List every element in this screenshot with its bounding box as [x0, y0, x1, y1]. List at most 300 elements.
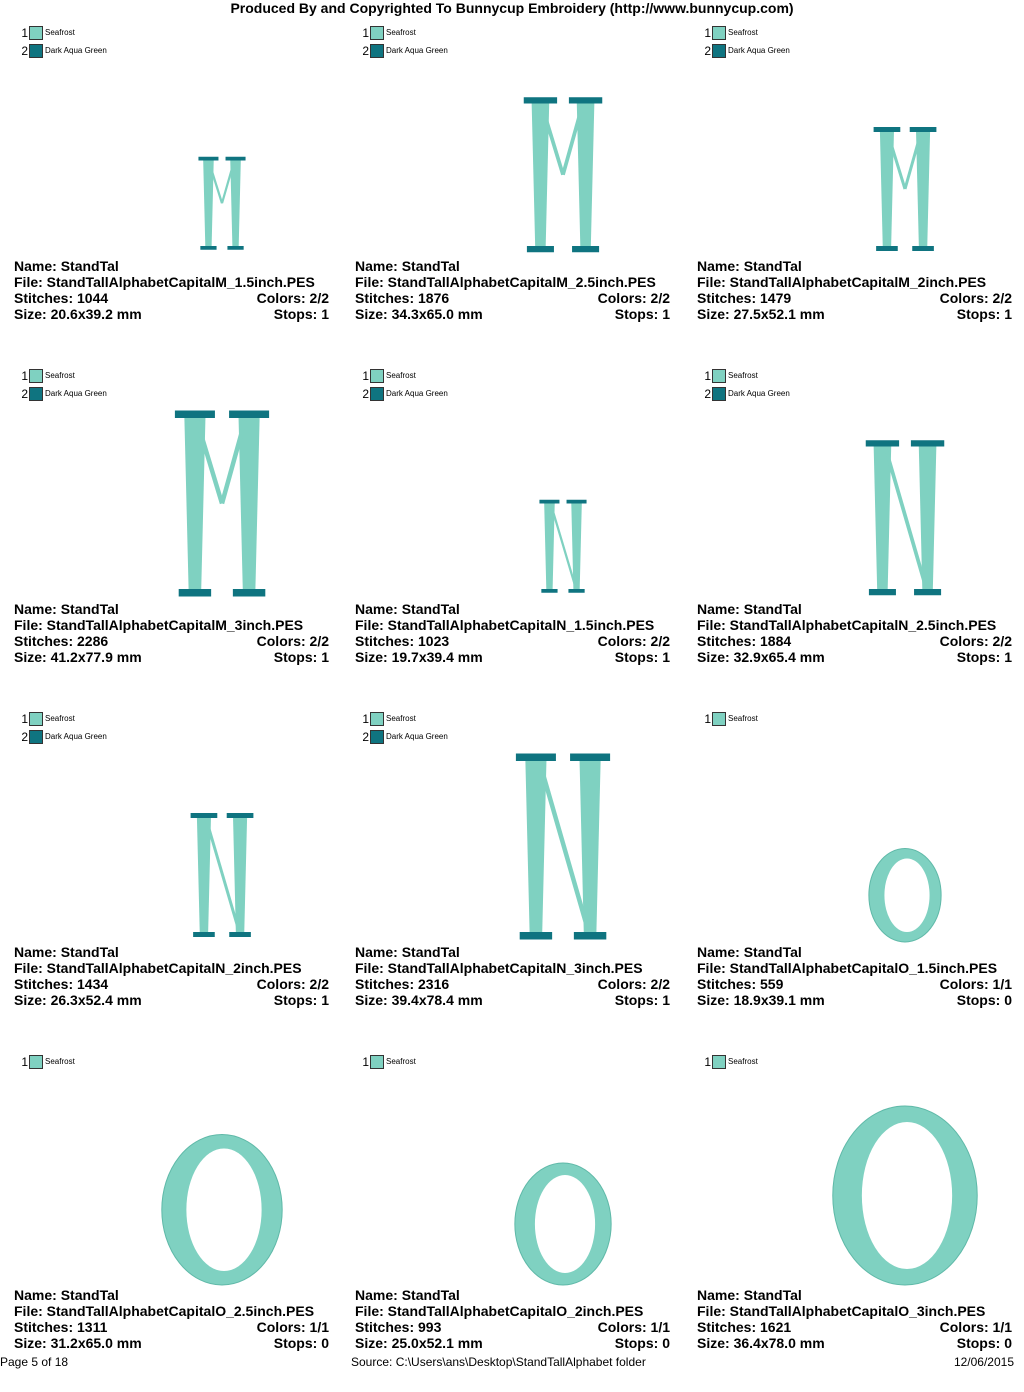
- stitch-count: [697, 976, 783, 992]
- stitch-count-label: Stitches:: [697, 633, 757, 649]
- design-file: [14, 274, 315, 290]
- info-line: [14, 960, 329, 976]
- design-card: [341, 706, 682, 1049]
- color-count: [940, 976, 1012, 992]
- design-file: [355, 960, 643, 976]
- stop-count: [957, 1335, 1012, 1351]
- design-preview: [0, 1049, 341, 1289]
- stop-count-value: 0: [321, 1335, 329, 1351]
- info-line: [14, 992, 329, 1008]
- info-line: [355, 1335, 670, 1351]
- stop-count-value: 1: [1004, 306, 1012, 322]
- stitch-count: [14, 633, 108, 649]
- stitch-count-label: Stitches:: [697, 1319, 757, 1335]
- design-preview: [341, 1049, 682, 1289]
- info-line: [14, 601, 329, 617]
- stop-count: [615, 306, 670, 322]
- stop-count: [957, 306, 1012, 322]
- color-count-label: Colors:: [256, 1319, 306, 1335]
- design-preview: [683, 1049, 1024, 1289]
- design-name-value: StandTal: [743, 258, 802, 274]
- design-name-label: Name:: [355, 944, 398, 960]
- color-count: [598, 1319, 670, 1335]
- design-size-value: 19.7x39.4 mm: [391, 649, 483, 665]
- stitch-count: [697, 1319, 791, 1335]
- stitch-count-label: Stitches:: [355, 976, 415, 992]
- design-name: [355, 601, 460, 617]
- thread-color-swatch: [712, 369, 726, 383]
- stop-count: [274, 1335, 329, 1351]
- info-line: [14, 274, 329, 290]
- color-count-label: Colors:: [256, 290, 306, 306]
- thread-number: 1: [21, 26, 28, 40]
- page-header: Produced By and Copyrighted To Bunnycup Embroidery (http://www.bunnycup.com): [230, 0, 794, 16]
- info-line: [355, 992, 670, 1008]
- thread-number: 2: [21, 730, 28, 744]
- thread-number: 1: [362, 26, 369, 40]
- thread-name: Seafrost: [386, 1057, 416, 1066]
- design-size-label: Size:: [355, 306, 388, 322]
- thread-color-swatch: [370, 44, 384, 58]
- thread-color-swatch: [370, 730, 384, 744]
- info-line: [14, 306, 329, 322]
- thread-name: Seafrost: [386, 714, 416, 723]
- thread-name: Seafrost: [728, 371, 758, 380]
- design-name-value: StandTal: [743, 1287, 802, 1303]
- stitch-count-value: 2316: [418, 976, 450, 992]
- stop-count: [274, 649, 329, 665]
- stitch-count-value: 559: [760, 976, 784, 992]
- stop-count-label: Stops:: [956, 649, 1001, 665]
- design-name-label: Name:: [14, 601, 57, 617]
- color-count-value: 2/2: [992, 290, 1012, 306]
- color-count-label: Colors:: [597, 1319, 647, 1335]
- stop-count-label: Stops:: [956, 306, 1001, 322]
- color-count: [940, 633, 1012, 649]
- color-count: [257, 1319, 329, 1335]
- design-info: [697, 1287, 1012, 1351]
- design-file: [14, 617, 303, 633]
- design-file: [355, 274, 656, 290]
- design-info: [355, 258, 670, 322]
- design-card: [0, 363, 341, 706]
- design-size: [14, 1335, 142, 1351]
- design-file-value: StandTallAlphabetCapitalO_2inch.PES: [387, 1303, 644, 1319]
- design-name: [14, 258, 119, 274]
- design-file-value: StandTallAlphabetCapitalM_3inch.PES: [46, 617, 304, 633]
- design-size-value: 32.9x65.4 mm: [733, 649, 825, 665]
- design-file-value: StandTallAlphabetCapitalM_1.5inch.PES: [46, 274, 315, 290]
- design-file-label: File:: [697, 960, 726, 976]
- design-size: [14, 992, 142, 1008]
- thread-color-swatch: [370, 26, 384, 40]
- stitch-count-value: 993: [418, 1319, 442, 1335]
- thread-color-swatch: [712, 712, 726, 726]
- info-line: [14, 617, 329, 633]
- design-file-label: File:: [697, 274, 726, 290]
- info-line: [14, 1287, 329, 1303]
- thread-name: Seafrost: [386, 28, 416, 37]
- info-line: [697, 290, 1012, 306]
- stitch-count-label: Stitches:: [697, 290, 757, 306]
- stop-count-value: 1: [662, 649, 670, 665]
- design-name-label: Name:: [14, 1287, 57, 1303]
- thread-name: Dark Aqua Green: [386, 732, 448, 741]
- design-info: [697, 601, 1012, 665]
- info-line: [697, 601, 1012, 617]
- design-info: [355, 601, 670, 665]
- design-file: [697, 617, 996, 633]
- thread-number: 1: [21, 1055, 28, 1069]
- info-line: [355, 976, 670, 992]
- design-name-label: Name:: [697, 258, 740, 274]
- design-file-value: StandTallAlphabetCapitalO_3inch.PES: [729, 1303, 986, 1319]
- stitch-count-value: 1434: [77, 976, 109, 992]
- info-line: [697, 649, 1012, 665]
- stitch-count-value: 1884: [760, 633, 792, 649]
- design-file: [697, 960, 997, 976]
- thread-name: Dark Aqua Green: [45, 389, 107, 398]
- stitch-count-label: Stitches:: [14, 1319, 74, 1335]
- stop-count-label: Stops:: [614, 306, 659, 322]
- color-count-label: Colors:: [597, 633, 647, 649]
- design-info: [355, 944, 670, 1008]
- stitch-count-label: Stitches:: [355, 633, 415, 649]
- design-name: [14, 944, 119, 960]
- letter-o-glyph: [869, 849, 941, 943]
- stop-count: [615, 1335, 670, 1351]
- design-card: [683, 706, 1024, 1049]
- thread-number: 2: [704, 44, 711, 58]
- stitch-count-label: Stitches:: [14, 976, 74, 992]
- thread-number: 2: [704, 387, 711, 401]
- info-line: [355, 274, 670, 290]
- stitch-count-value: 1311: [77, 1319, 108, 1335]
- stop-count-label: Stops:: [956, 1335, 1001, 1351]
- design-card: [0, 706, 341, 1049]
- info-line: [355, 960, 670, 976]
- design-name-label: Name:: [697, 601, 740, 617]
- print-date: 12/06/2015: [953, 1355, 1014, 1369]
- design-size: [697, 649, 825, 665]
- design-size-value: 34.3x65.0 mm: [391, 306, 483, 322]
- info-line: [14, 1303, 329, 1319]
- design-file: [355, 1303, 643, 1319]
- letter-m-glyph: [175, 411, 269, 597]
- thread-number: 2: [362, 730, 369, 744]
- color-count-label: Colors:: [939, 633, 989, 649]
- thread-color-swatch: [29, 712, 43, 726]
- stitch-count-value: 1023: [418, 633, 450, 649]
- stitch-count-label: Stitches:: [355, 1319, 415, 1335]
- thread-color-swatch: [29, 369, 43, 383]
- stitch-count: [355, 290, 449, 306]
- design-size-label: Size:: [697, 306, 730, 322]
- design-info: [697, 944, 1012, 1008]
- color-count-value: 2/2: [650, 976, 670, 992]
- info-line: [697, 633, 1012, 649]
- stitch-count: [14, 290, 108, 306]
- letter-m-glyph: [524, 97, 603, 252]
- page-number: Page 5 of 18: [0, 1355, 69, 1369]
- design-size-value: 20.6x39.2 mm: [50, 306, 142, 322]
- color-count: [940, 290, 1012, 306]
- info-line: [355, 1287, 670, 1303]
- thread-color-swatch: [29, 44, 43, 58]
- info-line: [355, 306, 670, 322]
- color-count: [598, 290, 670, 306]
- thread-color-swatch: [370, 712, 384, 726]
- thread-color-swatch: [712, 26, 726, 40]
- design-name-value: StandTal: [401, 601, 460, 617]
- design-file-label: File:: [697, 1303, 726, 1319]
- thread-name: Seafrost: [45, 714, 75, 723]
- stitch-count: [14, 976, 108, 992]
- info-line: [697, 617, 1012, 633]
- design-card: [0, 1049, 341, 1392]
- design-name-value: StandTal: [60, 1287, 119, 1303]
- thread-number: 1: [704, 369, 711, 383]
- info-line: [355, 649, 670, 665]
- info-line: [697, 1319, 1012, 1335]
- design-info: [697, 258, 1012, 322]
- color-count-value: 2/2: [309, 976, 329, 992]
- color-count: [257, 976, 329, 992]
- info-line: [355, 258, 670, 274]
- stop-count-value: 1: [321, 649, 329, 665]
- design-size-label: Size:: [355, 992, 388, 1008]
- color-count: [257, 290, 329, 306]
- stitch-count-label: Stitches:: [355, 290, 415, 306]
- design-size: [697, 992, 825, 1008]
- design-file-value: StandTallAlphabetCapitalO_2.5inch.PES: [46, 1303, 315, 1319]
- info-line: [355, 1303, 670, 1319]
- design-file-value: StandTallAlphabetCapitalM_2inch.PES: [729, 274, 987, 290]
- design-info: [355, 1287, 670, 1351]
- color-count-value: 2/2: [309, 290, 329, 306]
- design-size: [14, 306, 142, 322]
- info-line: [14, 1335, 329, 1351]
- design-size-value: 36.4x78.0 mm: [733, 1335, 825, 1351]
- design-size: [697, 306, 825, 322]
- design-card: [341, 1049, 682, 1392]
- letter-o-glyph: [515, 1163, 611, 1285]
- thread-name: Seafrost: [45, 28, 75, 37]
- stitch-count: [697, 633, 791, 649]
- design-name-label: Name:: [355, 258, 398, 274]
- design-size: [14, 649, 142, 665]
- stitch-count: [14, 1319, 107, 1335]
- stop-count-label: Stops:: [614, 649, 659, 665]
- thread-name: Dark Aqua Green: [386, 389, 448, 398]
- color-count-label: Colors:: [939, 1319, 989, 1335]
- letter-o-glyph: [833, 1106, 977, 1285]
- design-size-label: Size:: [14, 649, 47, 665]
- letter-o-glyph: [162, 1135, 282, 1286]
- design-file-label: File:: [355, 1303, 384, 1319]
- stop-count-value: 0: [1004, 992, 1012, 1008]
- design-size-label: Size:: [697, 992, 730, 1008]
- design-file: [697, 274, 986, 290]
- color-count-label: Colors:: [939, 976, 989, 992]
- color-count-label: Colors:: [256, 633, 306, 649]
- thread-color-swatch: [712, 387, 726, 401]
- thread-name: Seafrost: [386, 371, 416, 380]
- design-size: [355, 992, 483, 1008]
- thread-name: Seafrost: [45, 1057, 75, 1066]
- thread-color-swatch: [370, 1055, 384, 1069]
- letter-n-glyph: [866, 440, 945, 595]
- stitch-count-label: Stitches:: [697, 976, 757, 992]
- thread-name: Seafrost: [728, 28, 758, 37]
- design-card: [683, 1049, 1024, 1392]
- color-count-value: 2/2: [309, 633, 329, 649]
- design-name: [14, 601, 119, 617]
- design-name: [355, 1287, 460, 1303]
- info-line: [14, 633, 329, 649]
- design-name: [697, 944, 802, 960]
- letter-n-glyph: [539, 500, 586, 593]
- design-name-value: StandTal: [401, 1287, 460, 1303]
- thread-number: 1: [704, 712, 711, 726]
- info-line: [697, 992, 1012, 1008]
- design-size-label: Size:: [355, 1335, 388, 1351]
- design-size-label: Size:: [697, 649, 730, 665]
- stop-count: [957, 649, 1012, 665]
- thread-name: Dark Aqua Green: [386, 46, 448, 55]
- thread-number: 2: [21, 44, 28, 58]
- stop-count-value: 1: [1004, 649, 1012, 665]
- design-card: [683, 20, 1024, 363]
- color-count-value: 1/1: [992, 1319, 1012, 1335]
- design-name-value: StandTal: [60, 944, 119, 960]
- color-count-value: 1/1: [650, 1319, 670, 1335]
- stitch-count: [355, 1319, 441, 1335]
- info-line: [697, 944, 1012, 960]
- design-card: [341, 20, 682, 363]
- design-size: [697, 1335, 825, 1351]
- color-count-label: Colors:: [256, 976, 306, 992]
- design-name: [697, 601, 802, 617]
- stop-count: [274, 306, 329, 322]
- info-line: [355, 1319, 670, 1335]
- stitch-count-value: 1876: [418, 290, 450, 306]
- stitch-count-value: 2286: [77, 633, 109, 649]
- stop-count-value: 0: [662, 1335, 670, 1351]
- color-count: [598, 976, 670, 992]
- info-line: [697, 306, 1012, 322]
- info-line: [697, 1303, 1012, 1319]
- design-name: [697, 1287, 802, 1303]
- stop-count-label: Stops:: [614, 1335, 659, 1351]
- color-count: [257, 633, 329, 649]
- stop-count-label: Stops:: [273, 992, 318, 1008]
- design-size-label: Size:: [14, 1335, 47, 1351]
- design-name: [355, 258, 460, 274]
- design-size: [355, 306, 483, 322]
- design-size-value: 39.4x78.4 mm: [391, 992, 483, 1008]
- thread-number: 1: [362, 1055, 369, 1069]
- design-name: [697, 258, 802, 274]
- design-info: [14, 944, 329, 1008]
- thread-color-swatch: [712, 1055, 726, 1069]
- design-name-label: Name:: [697, 1287, 740, 1303]
- info-line: [355, 601, 670, 617]
- thread-name: Seafrost: [728, 1057, 758, 1066]
- design-name-label: Name:: [355, 601, 398, 617]
- thread-number: 2: [362, 44, 369, 58]
- design-name-label: Name:: [355, 1287, 398, 1303]
- info-line: [697, 1287, 1012, 1303]
- thread-name: Seafrost: [728, 714, 758, 723]
- design-file-label: File:: [14, 617, 43, 633]
- thread-color-swatch: [29, 387, 43, 401]
- design-name: [14, 1287, 119, 1303]
- info-line: [14, 976, 329, 992]
- design-name-label: Name:: [14, 944, 57, 960]
- thread-number: 2: [21, 387, 28, 401]
- design-size: [355, 1335, 483, 1351]
- thread-number: 1: [362, 712, 369, 726]
- design-file-value: StandTallAlphabetCapitalN_3inch.PES: [387, 960, 643, 976]
- thread-number: 1: [362, 369, 369, 383]
- design-size-value: 27.5x52.1 mm: [733, 306, 825, 322]
- color-count-value: 2/2: [650, 290, 670, 306]
- design-file: [14, 960, 302, 976]
- stop-count-value: 0: [1004, 1335, 1012, 1351]
- thread-number: 2: [362, 387, 369, 401]
- stop-count-label: Stops:: [614, 992, 659, 1008]
- design-file-label: File:: [355, 617, 384, 633]
- design-card: [341, 363, 682, 706]
- thread-name: Seafrost: [45, 371, 75, 380]
- color-count: [598, 633, 670, 649]
- design-name-label: Name:: [697, 944, 740, 960]
- stitch-count-value: 1621: [760, 1319, 792, 1335]
- thread-number: 1: [704, 1055, 711, 1069]
- thread-color-swatch: [370, 369, 384, 383]
- letter-m-glyph: [874, 127, 937, 251]
- design-size-value: 41.2x77.9 mm: [50, 649, 142, 665]
- design-card: [683, 363, 1024, 706]
- info-line: [355, 617, 670, 633]
- design-file-label: File:: [14, 960, 43, 976]
- thread-name: Dark Aqua Green: [728, 46, 790, 55]
- info-line: [355, 290, 670, 306]
- design-size-label: Size:: [14, 992, 47, 1008]
- design-name-value: StandTal: [401, 944, 460, 960]
- stop-count-label: Stops:: [273, 649, 318, 665]
- design-file-label: File:: [14, 1303, 43, 1319]
- info-line: [14, 290, 329, 306]
- stop-count-label: Stops:: [273, 1335, 318, 1351]
- design-file-value: StandTallAlphabetCapitalN_2.5inch.PES: [729, 617, 997, 633]
- stitch-count-label: Stitches:: [14, 290, 74, 306]
- design-name-label: Name:: [14, 258, 57, 274]
- color-count-label: Colors:: [597, 976, 647, 992]
- color-count: [940, 1319, 1012, 1335]
- letter-n-glyph: [516, 754, 610, 940]
- info-line: [355, 944, 670, 960]
- color-count-value: 1/1: [309, 1319, 329, 1335]
- info-line: [355, 633, 670, 649]
- stop-count: [274, 992, 329, 1008]
- design-file-value: StandTallAlphabetCapitalN_2inch.PES: [46, 960, 302, 976]
- thread-name: Dark Aqua Green: [45, 732, 107, 741]
- design-file-value: StandTallAlphabetCapitalN_1.5inch.PES: [387, 617, 655, 633]
- design-info: [14, 601, 329, 665]
- thread-color-swatch: [370, 387, 384, 401]
